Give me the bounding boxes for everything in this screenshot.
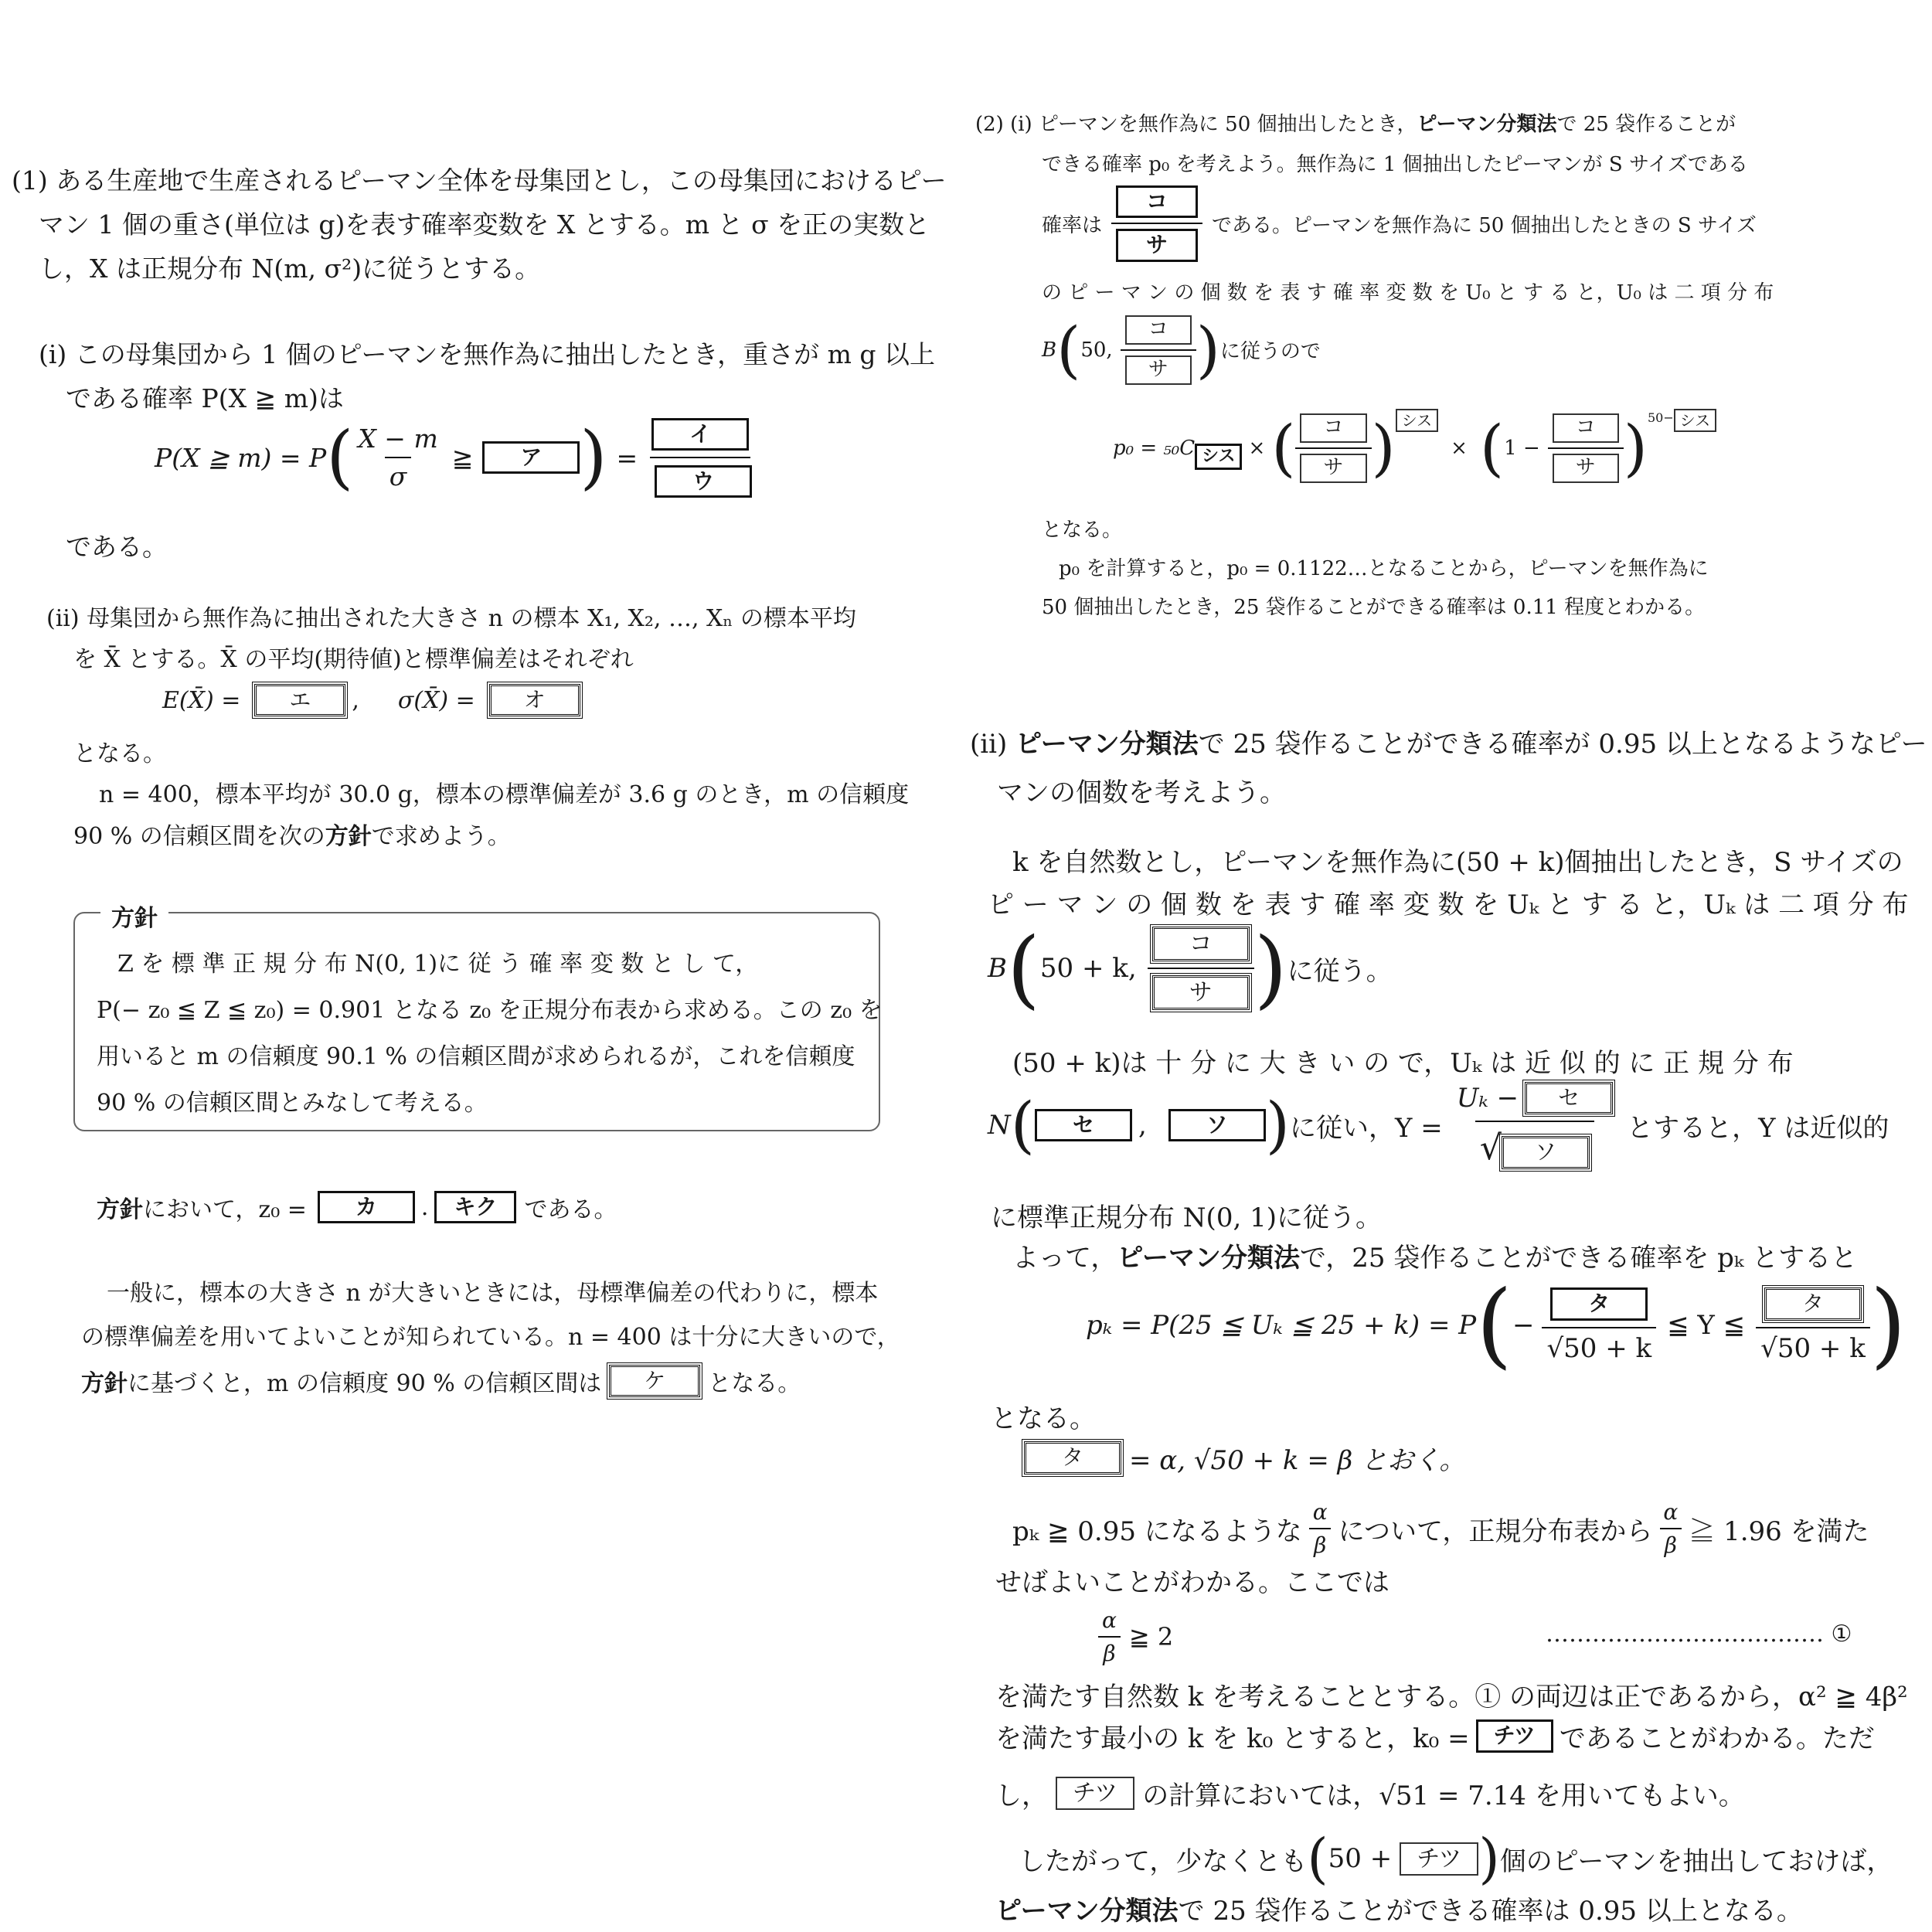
answer-box-ko-3[interactable]: コ <box>1300 413 1366 443</box>
p2-ii-line1-pre: (ii) <box>970 729 1016 760</box>
answer-box-so[interactable]: ソ <box>1168 1109 1266 1141</box>
answer-box-chitsu-2[interactable]: チツ <box>1056 1777 1134 1810</box>
k-line7-pre: よって， <box>1012 1243 1117 1274</box>
p2-i-line2: できる確率 p₀ を考えよう。無作為に 1 個抽出したピーマンが S サイズである <box>1042 153 1748 176</box>
answer-box-chitsu[interactable]: チツ <box>1476 1719 1553 1752</box>
general-line3-text: に基づくと，m の信頼度 90 % の信頼区間は <box>128 1370 602 1397</box>
binomial-post: に従うので <box>1219 340 1321 364</box>
geq-sign: ≧ <box>451 442 474 473</box>
p0-fraction-2 <box>1548 413 1624 483</box>
k-line4: (50 + k)は 十 分 に 大 き い の で，Uₖ は 近 似 的 に 正 規 分 布 <box>1012 1048 1794 1079</box>
alpha-3: α <box>1102 1607 1117 1633</box>
answer-box-se-2[interactable]: セ <box>1525 1082 1613 1114</box>
k-binomial-lparen: ( <box>1007 919 1040 1018</box>
p0-fraction-1 <box>1295 413 1371 483</box>
general-line3 <box>81 1364 801 1398</box>
p1-i-end: である。 <box>66 532 168 562</box>
answer-box-sa-2[interactable]: サ <box>1125 355 1192 385</box>
p2-i-line1-post: で 25 袋作ることが <box>1556 113 1736 136</box>
k-line18-post: で 25 袋作ることができる確率は 0.95 以上となる。 <box>1178 1896 1803 1927</box>
right-paren: ) <box>580 417 607 498</box>
p2-i-line7: となる。 <box>1042 519 1123 542</box>
decimal-point: . <box>420 1193 429 1221</box>
alpha-beta-def <box>1024 1439 1465 1477</box>
k-line15-pre: を満たす最小の k を k₀ とすると，k₀ = <box>995 1723 1470 1754</box>
y-numerator-text: Uₖ − <box>1456 1083 1519 1114</box>
sqrt-sign: √ <box>1479 1128 1502 1168</box>
k-line16-pre: し， <box>995 1781 1048 1811</box>
pk-den-1: √50 + k <box>1542 1327 1656 1364</box>
p1-intro-line3: し，X は正規分布 N(m, σ²)に従うとする。 <box>39 253 541 284</box>
y-fraction <box>1452 1082 1617 1169</box>
answer-box-sa-5[interactable]: サ <box>1152 975 1250 1010</box>
p1-expectation-row <box>162 684 580 716</box>
p1-ii-line4: n = 400，標本平均が 30.0 g，標本の標準偏差が 3.6 g のとき，m の信頼度 <box>99 781 910 808</box>
k-line11-pre: pₖ ≧ 0.95 になるような <box>1012 1515 1302 1547</box>
k-line9: となる。 <box>991 1403 1096 1434</box>
k-line16 <box>995 1774 1745 1812</box>
k-line17-50: 50 + <box>1328 1843 1393 1874</box>
k-binomial-fraction <box>1148 927 1254 1010</box>
p0-rparen-2: ) <box>1623 411 1648 484</box>
fraction-numerator: X − m <box>358 423 438 454</box>
pk-fraction-2 <box>1756 1287 1870 1363</box>
exponent-shisu[interactable]: シス <box>1396 409 1438 432</box>
p1-i-line2: である確率 P(X ≧ m)は <box>66 383 344 413</box>
hoshin-bold: 方針 <box>325 823 372 850</box>
k-line7-post: で，25 袋作ることができる確率を pₖ とすると <box>1299 1243 1858 1274</box>
p2-i-line9: 50 個抽出したとき，25 袋作ることができる確率は 0.11 程度とわかる。 <box>1042 596 1706 619</box>
policy-panel-title: 方針 <box>100 899 168 933</box>
general-line1: 一般に，標本の大きさ n が大きいときには，母標準偏差の代わりに，標本 <box>107 1280 879 1307</box>
p1-i-line1: (i) この母集団から 1 個のピーマンを無作為に抽出したとき，重さが m g 以上 <box>39 339 936 369</box>
p2-ii-line1 <box>970 723 1927 760</box>
answer-box-ko[interactable]: コ <box>1116 185 1198 218</box>
p2-ii-line2: マンの個数を考えよう。 <box>997 777 1286 808</box>
normal-post: とすると，Y は近似的 <box>1627 1112 1889 1144</box>
answer-box-i[interactable]: イ <box>651 418 749 451</box>
alpha-2: α <box>1663 1499 1679 1525</box>
answer-fraction-iu <box>647 417 753 498</box>
answer-box-kiku[interactable]: キク <box>434 1191 516 1223</box>
ii-line5-pre: 90 % の信頼区間を次の <box>73 823 325 850</box>
k-line18-bold: ピーマン分類法 <box>995 1896 1179 1927</box>
k-line11-post: ≧ 1.96 を満た <box>1689 1515 1869 1547</box>
pk-label: pₖ = P(25 ≦ Uₖ ≦ 25 + k) = P <box>1086 1310 1477 1341</box>
pk-rparen: ) <box>1869 1271 1906 1379</box>
p1-intro-line2: マン 1 個の重さ(単位は g)を表す確率変数を X とする。m と σ を正の実数と <box>39 209 930 240</box>
k-line12: せばよいことがわかる。ここでは <box>995 1567 1389 1598</box>
fraction-denominator: σ <box>385 457 412 492</box>
p1-ii-line3: となる。 <box>73 740 166 767</box>
binomial-50: 50, <box>1080 338 1113 362</box>
k-line6: に標準正規分布 N(0, 1)に従う。 <box>991 1202 1382 1233</box>
geq-two: ≧ 2 <box>1128 1622 1174 1651</box>
p2-ii-line1-post: で 25 袋作ることができる確率が 0.95 以上となるようなピー <box>1198 729 1927 760</box>
answer-box-ke[interactable]: ケ <box>609 1365 700 1397</box>
pk-ineq: ≦ Y ≦ <box>1667 1310 1746 1341</box>
policy-line3: 用いると m の信頼度 90.1 % の信頼区間が求められるが，これを信頼度 <box>97 1043 855 1070</box>
exponent-shisu-2[interactable]: シス <box>1674 409 1716 432</box>
p2-i-line1-pre: (2) (i) ピーマンを無作為に 50 個抽出したとき， <box>975 113 1417 136</box>
inequality-1 <box>1097 1607 1173 1666</box>
p1-ii-line1: (ii) 母集団から無作為に抽出された大きさ n の標本 X₁, X₂, …, Xₙ の標本平均 <box>46 605 856 632</box>
answer-box-ka[interactable]: カ <box>318 1191 415 1223</box>
k-line7 <box>1012 1236 1857 1274</box>
pk-fraction-1 <box>1542 1287 1656 1363</box>
standardize-fraction <box>353 423 442 492</box>
policy-line4: 90 % の信頼区間とみなして考える。 <box>97 1090 488 1117</box>
eq-left: P(X ≧ m) = P <box>155 442 327 473</box>
p0-rparen-1: ) <box>1371 411 1396 484</box>
one-minus: 1 − <box>1504 436 1540 460</box>
equation-label-1: ……………………………… ① <box>1546 1621 1852 1648</box>
answer-box-ko-4[interactable]: コ <box>1553 413 1619 443</box>
pk-lparen: ( <box>1476 1271 1512 1379</box>
answer-box-ta-3[interactable]: タ <box>1024 1441 1121 1474</box>
beta-2: β <box>1660 1528 1682 1558</box>
answer-box-o[interactable]: オ <box>489 684 580 716</box>
binomial-lparen: ( <box>1056 313 1081 386</box>
answer-box-chitsu-3[interactable]: チツ <box>1400 1842 1478 1876</box>
answer-box-sa[interactable]: サ <box>1116 229 1198 261</box>
answer-box-ta-2[interactable]: タ <box>1764 1287 1862 1320</box>
answer-box-ko-5[interactable]: コ <box>1152 927 1250 961</box>
p2-i-line1 <box>975 108 1736 137</box>
p0-lparen-2: ( <box>1479 411 1505 484</box>
general-line3-end: となる。 <box>708 1370 801 1397</box>
alpha-beta-text: = α, √50 + k = β とおく。 <box>1129 1445 1466 1476</box>
exponent-50-minus: 50− <box>1647 410 1674 425</box>
k-line1: k を自然数とし，ピーマンを無作為に(50 + k)個抽出したとき，S サイズの <box>1012 847 1903 878</box>
answer-box-ta[interactable]: タ <box>1550 1287 1648 1320</box>
answer-box-a[interactable]: ア <box>482 441 580 474</box>
p1-intro-line1: (1) ある生産地で生産されるピーマン全体を母集団とし，この母集団におけるピー <box>12 165 947 196</box>
k-line7-bold: ピーマン分類法 <box>1117 1243 1300 1274</box>
k-line15 <box>995 1717 1875 1755</box>
k-binomial-rparen: ) <box>1253 919 1287 1018</box>
p2-ii-line1-bold: ピーマン分類法 <box>1015 729 1199 760</box>
pk-minus: − <box>1512 1310 1535 1341</box>
p0-label: p₀ = ₅₀C <box>1113 436 1196 460</box>
pk-formula <box>1086 1271 1906 1379</box>
k-binomial-b: B <box>988 953 1007 984</box>
binomial-rparen: ) <box>1196 313 1220 386</box>
alpha-1: α <box>1312 1499 1328 1525</box>
normal-rparen: ) <box>1265 1089 1290 1162</box>
k-line16-post: の計算においては，√51 = 7.14 を用いてもよい。 <box>1142 1781 1745 1811</box>
answer-box-sa-4[interactable]: サ <box>1553 454 1619 483</box>
k-line17-lparen: ( <box>1307 1827 1328 1890</box>
p0-formula <box>1113 410 1716 484</box>
k-line11-mid: について，正規分布表から <box>1338 1515 1653 1547</box>
normal-comma: , <box>1138 1110 1147 1141</box>
k-line11 <box>1012 1499 1869 1558</box>
p0-lparen-1: ( <box>1271 411 1296 484</box>
answer-box-so-2[interactable]: ソ <box>1502 1136 1590 1168</box>
binomial-fraction <box>1121 315 1196 385</box>
p2-i-line3-post: である。ピーマンを無作為に 50 個抽出したときの S サイズ <box>1212 213 1757 237</box>
alpha-over-beta-3 <box>1097 1607 1121 1666</box>
z0-hoshin: 方針 <box>97 1196 143 1223</box>
beta-3: β <box>1098 1636 1120 1666</box>
equals-sign: = <box>616 442 638 473</box>
p2-i-line4: の ピ ー マ ン の 個 数 を 表 す 確 率 変 数 を U₀ と す る と，U₀ は 二 項 分 布 <box>1042 281 1774 304</box>
pk-den-2: √50 + k <box>1756 1327 1870 1364</box>
times-sign-2: × <box>1451 436 1468 460</box>
expectation-label: E(X̄) = <box>162 686 241 714</box>
normal-n: N <box>988 1110 1011 1141</box>
normal-lparen: ( <box>1010 1089 1035 1162</box>
p2-i-line8: p₀ を計算すると，p₀ = 0.1122…となることから，ピーマンを無作為に <box>1059 557 1709 580</box>
p2-i-line3 <box>1042 185 1757 262</box>
p1-probability-equation <box>155 417 753 498</box>
p2-i-line3-pre: 確率は <box>1042 213 1103 237</box>
k-binomial-post: に従う。 <box>1287 955 1393 987</box>
comma: , <box>352 686 359 714</box>
z0-pre: において，z₀ = <box>143 1196 307 1223</box>
ii-line5-post: で求めよう。 <box>371 823 511 850</box>
answer-box-e[interactable]: エ <box>254 684 345 716</box>
times-sign-1: × <box>1248 436 1266 460</box>
p2-i-line1-bold: ピーマン分類法 <box>1417 113 1557 136</box>
k-line15-post: であることがわかる。ただ <box>1559 1723 1875 1754</box>
answer-box-se[interactable]: セ <box>1035 1109 1132 1141</box>
beta-1: β <box>1309 1528 1331 1558</box>
general-line2: の標準偏差を用いてよいことが知られている。n = 400 は十分に大きいので， <box>81 1324 900 1351</box>
alpha-over-beta-1 <box>1308 1499 1332 1558</box>
k-binomial-row <box>988 919 1393 1018</box>
z0-row <box>97 1190 617 1224</box>
k-line17-post: 個のピーマンを抽出しておけば， <box>1499 1845 1893 1877</box>
binomial-b: B <box>1042 338 1057 362</box>
k-line17 <box>1019 1827 1893 1890</box>
p1-ii-line5 <box>73 817 511 851</box>
z0-post: である。 <box>524 1196 617 1223</box>
k-line18 <box>995 1889 1803 1927</box>
answer-box-ko-2[interactable]: コ <box>1125 315 1192 345</box>
prob-s-fraction <box>1111 185 1202 262</box>
alpha-over-beta-2 <box>1658 1499 1682 1558</box>
answer-box-shisu[interactable]: シス <box>1195 444 1242 471</box>
p2-binomial-row <box>1042 315 1321 385</box>
sd-label: σ(X̄) = <box>397 686 475 714</box>
normal-mid: に従い，Y = <box>1290 1112 1443 1144</box>
answer-box-u[interactable]: ウ <box>655 465 752 498</box>
k-line2: ピ ー マ ン の 個 数 を 表 す 確 率 変 数 を Uₖ と す る と，Uₖ は 二 項 分 布 <box>988 889 1909 920</box>
policy-line1: Z を 標 準 正 規 分 布 N(0, 1)に 従 う 確 率 変 数 と し て， <box>117 951 759 978</box>
answer-box-sa-3[interactable]: サ <box>1300 454 1366 483</box>
general-hoshin: 方針 <box>81 1370 128 1397</box>
p1-ii-line2: を X̄ とする。X̄ の平均(期待値)と標準偏差はそれぞれ <box>73 646 634 673</box>
k-binomial-50k: 50 + k, <box>1039 953 1137 984</box>
k-line17-rparen: ) <box>1478 1827 1500 1890</box>
k-line17-pre: したがって，少なくとも <box>1019 1845 1308 1877</box>
normal-approx-row <box>988 1082 1889 1169</box>
left-paren: ( <box>326 417 354 498</box>
policy-line2: P(− z₀ ≦ Z ≦ z₀) = 0.901 となる z₀ を正規分布表から求める。この z₀ を <box>97 997 883 1024</box>
k-line14: を満たす自然数 k を考えることとする。① の両辺は正であるから，α² ≧ 4β² <box>995 1682 1908 1713</box>
